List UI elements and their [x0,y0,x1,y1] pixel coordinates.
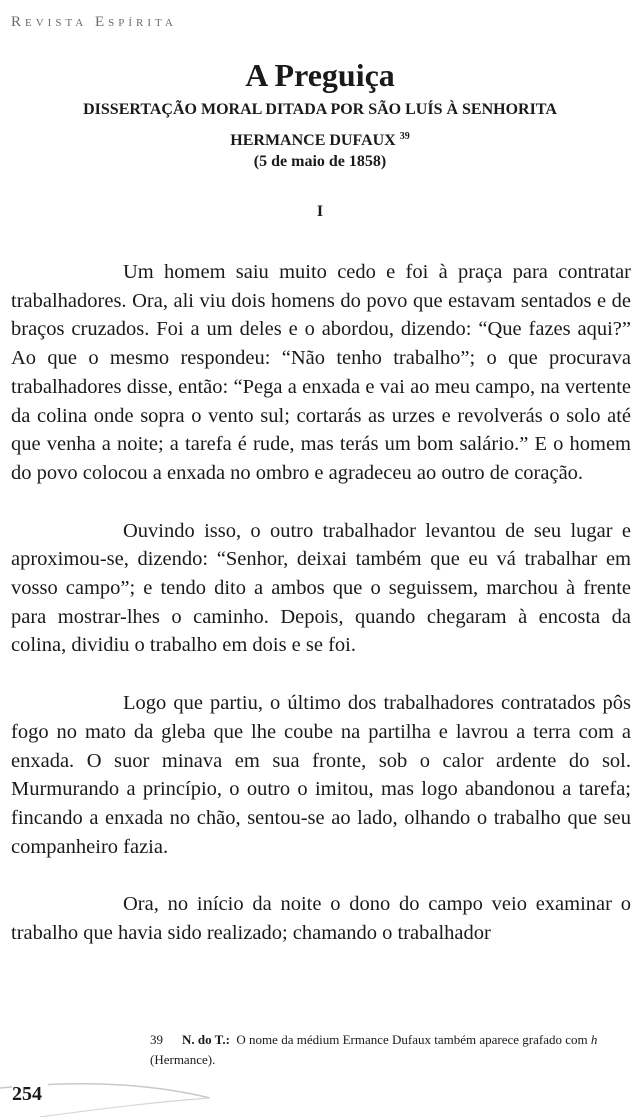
footnote-italic-letter: h [590,1032,598,1047]
paragraph: Logo que partiu, o último dos trabalhadores contratados pôs fogo no mato da gleba que lhe coube na partilha e lavrou a terra com a enxada. O suor minava em sua fronte, sob o calor ardente do sol. Murmurando a princípio, o outro o imitou, mas logo abandonou a tarefa; fincando a enxada no chão, sentou-se ao lado, olhando o trabalho que seu companheiro fazia. [11,692,631,858]
article-title: A Preguiça [245,57,395,93]
subtitle-text: DISSERTAÇÃO MORAL DITADA POR SÃO LUÍS À SENHORITA HERMANCE DUFAUX [83,101,557,149]
page-number: 254 [12,1083,48,1106]
paragraph: Um homem saiu muito cedo e foi à praça para contratar trabalhadores. Ora, ali viu dois homens do povo que estavam sentados e de braços cruzados. Foi a um deles e o abordou, dizendo: “Que fazes aqui?” Ao que o mesmo respondeu: “Não tenho trabalho”; o que procurava trabalhadores disse, então: “Pega a enxada e vai ao meu campo, na vertente da colina onde sopra o vento sul; cortarás as urzes e revolverás o solo até que venha a noite; a tarefa é rude, mas terás um bom salário.” E o homem do povo colocou a enxada no ombro e agradeceu ao outro de coração. [11,261,631,484]
footnote-reference[interactable]: 39 [399,131,410,142]
footnote-text-end: (Hermance). [150,1052,216,1067]
running-head: Revista Espírita [11,14,177,30]
article-subtitle [60,96,580,154]
dictation-date: (5 de maio de 1858) [253,153,387,170]
footnote-number: 39 [150,1032,163,1047]
paragraph: Ouvindo isso, o outro trabalhador levantou de seu lugar e aproximou-se, dizendo: “Senhor, deixai também que eu vá trabalhar em vosso campo”; e tendo dito a ambos que o seguissem, marchou à frente para mostrar-lhes o caminho. Depois, quando chegaram à encosta da colina, dividiu o trabalho em dois e se foi. [11,519,631,657]
section-number: I [316,203,324,220]
paragraph: Ora, no início da noite o dono do campo veio examinar o trabalho que havia sido realizado; chamando o trabalhador [11,893,631,945]
article-body [11,258,631,977]
footnote-text: O nome da médium Ermance Dufaux também aparece grafado com [236,1032,588,1047]
footnote-label: N. do T.: [182,1032,230,1047]
